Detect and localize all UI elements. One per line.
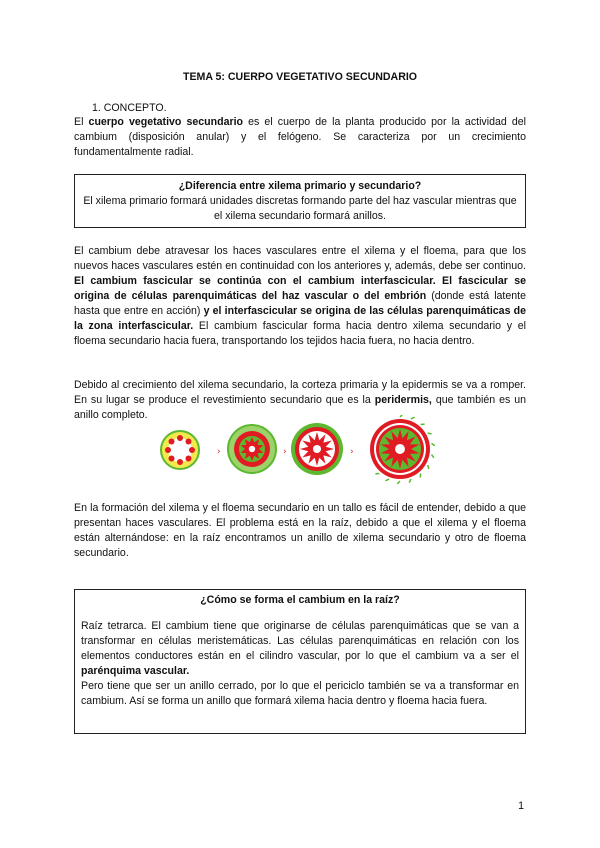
vascular-bundle	[185, 455, 191, 461]
paragraph-cambium	[74, 244, 526, 349]
vascular-bundle	[185, 439, 191, 445]
epidermis-fragment	[400, 415, 403, 417]
text-span: (donde está latente hasta que entre en acción)	[74, 290, 526, 317]
bold-text: y el interfascicular se origina de las células parenquimáticas de la zona interfascicular.	[74, 305, 527, 332]
pith	[395, 444, 405, 454]
bold-text: El cambium fascicular se continúa con el cambium interfascicular. El fascicular se origina de células parenquimáticas del haz vascular o del embrión	[74, 275, 526, 302]
vascular-bundle	[177, 459, 183, 465]
vascular-bundle	[169, 439, 175, 445]
stage-4-peridermis	[370, 415, 435, 484]
text-span: El cambium fascicular forma hacia dentro xilema secundario y el floema secundario hacia fuera, transportando los tejidos hacia fuera, no hacia dentro.	[74, 320, 526, 347]
text-span: Raíz tetrarca. El cambium tiene que originarse de células parenquimáticas que se van a transformar en células meristemáticas. Las células parenquimáticas en relación con los elementos conductores están en el cilindro vascular, por lo que el cambium va a ser el	[81, 620, 519, 662]
epidermis-fragment	[397, 481, 400, 484]
stage-3-secondary-growth	[291, 423, 343, 475]
epidermis-fragment	[411, 417, 415, 419]
box-title: ¿Cómo se forma el cambium en la raíz?	[200, 594, 400, 606]
bold-term-peridermis: peridermis,	[374, 394, 432, 406]
text-span: es el cuerpo de la planta producido por la actividad del cambium (disposición anular) y el felógeno. Se caracteriza por un crecimiento fundamentalmente radial.	[74, 116, 526, 158]
box-body: El xilema primario formará unidades discretas formando parte del haz vascular mientras que el xilema secundario formará anillos.	[83, 195, 517, 222]
box-title: ¿Diferencia entre xilema primario y secundario?	[178, 180, 422, 192]
vascular-bundle	[177, 435, 183, 441]
text-span: que también es un anillo completo.	[74, 394, 527, 421]
paragraph-raiz	[74, 501, 526, 561]
vascular-bundle	[169, 455, 175, 461]
arrow-icon: ›	[283, 447, 287, 457]
question-box-cambium-raiz	[74, 589, 526, 734]
bold-term-parenquima-vascular: parénquima vascular.	[81, 665, 190, 677]
epidermis-fragment	[432, 443, 435, 445]
epidermis-fragment	[409, 479, 411, 483]
epidermis-fragment	[385, 479, 389, 481]
stage-1-primary-stem	[161, 431, 199, 469]
text-span: El cambium debe atravesar los haces vasculares entre el xilema y el floema, para que los nuevos haces vasculares estén en continuidad con los anteriores y, además, debe ser continuo.	[74, 245, 526, 272]
pith	[313, 445, 321, 453]
text-span: Pero tiene que ser un anillo cerrado, por lo que el periciclo también se va a transformar en cambium. Así se forma un anillo que formará xilema hacia dentro y floema hacia fuera.	[81, 680, 519, 707]
stage-2-cambium-ring	[228, 425, 276, 473]
vascular-bundle	[165, 447, 171, 453]
arrow-icon: ›	[217, 447, 221, 457]
epidermis-fragment	[432, 455, 434, 458]
vascular-bundle	[189, 447, 195, 453]
document-title: TEMA 5: CUERPO VEGETATIVO SECUNDARIO	[182, 71, 418, 83]
text-span: El	[74, 116, 89, 128]
epidermis-fragment	[428, 433, 432, 434]
box-body	[81, 619, 519, 709]
arrow-icon: ›	[350, 447, 354, 457]
text-span: En la formación del xilema y el floema secundario en un tallo es fácil de entender, debido a que presentan haces vasculares. El problema está en la raíz, debido a que el xilema y el floema están alternándose: en la raíz encontramos un anillo de xilema secundario y otro de floema secundario.	[74, 502, 526, 559]
pith	[249, 446, 255, 452]
question-box-xilema	[74, 174, 526, 228]
bold-term-cuerpo-vegetativo: cuerpo vegetativo secundario	[88, 116, 244, 128]
section-heading-concepto: 1. CONCEPTO.	[92, 102, 167, 114]
stem-growth-diagram	[150, 415, 450, 485]
text-span: Debido al crecimiento del xilema secundario, la corteza primaria y la epidermis se va a romper. En su lugar se produce el revestimiento secundario que es la	[74, 379, 526, 406]
page-number: 1	[518, 800, 524, 812]
epidermis-fragment	[428, 465, 429, 469]
paragraph-intro	[74, 115, 526, 160]
